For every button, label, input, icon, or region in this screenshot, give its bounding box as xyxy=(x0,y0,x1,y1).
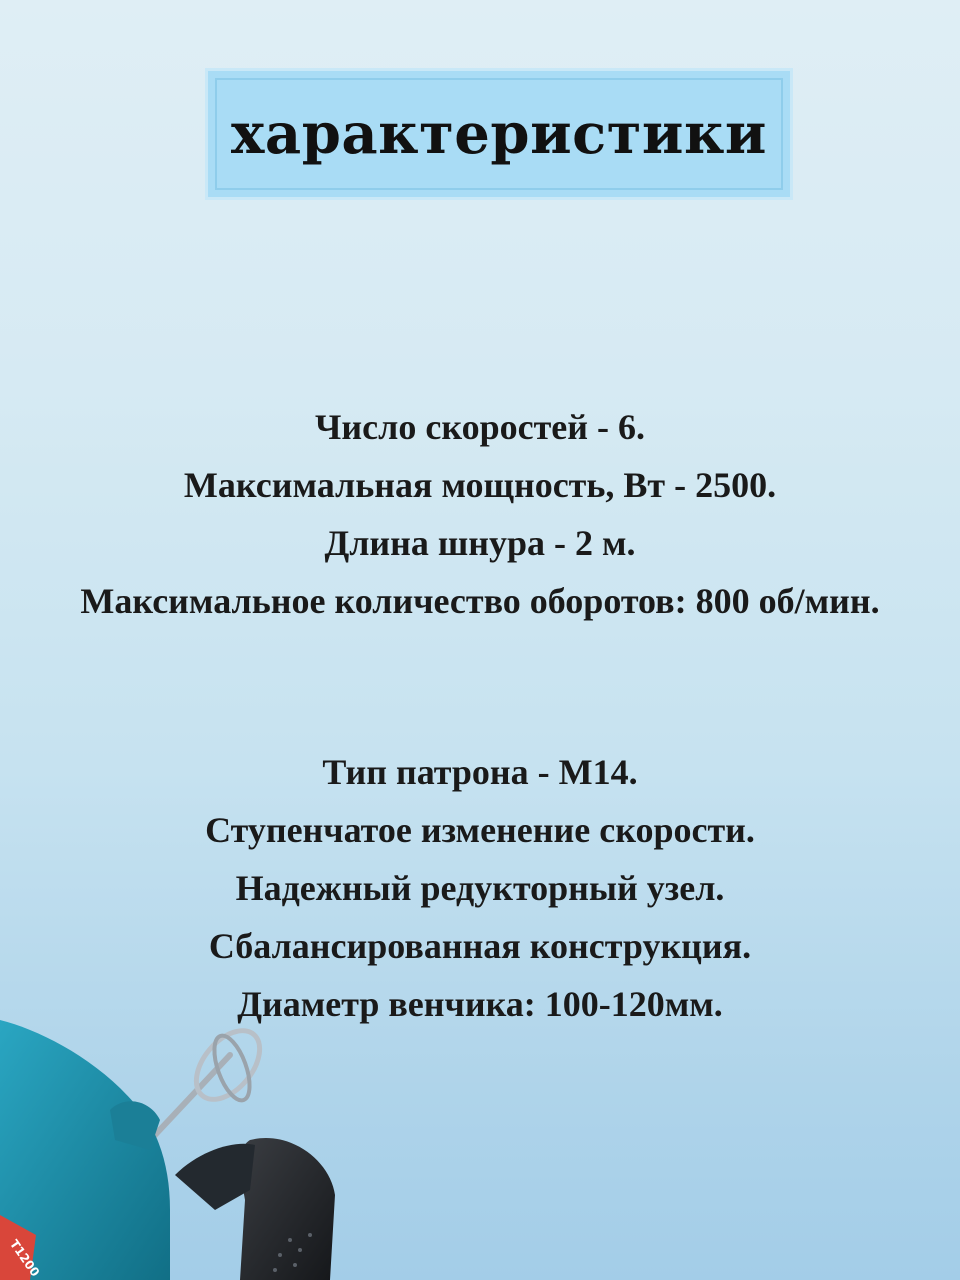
spec-line: Тип патрона - М14. xyxy=(322,752,638,792)
spec-line: Длина шнура - 2 м. xyxy=(324,523,636,563)
title-box xyxy=(205,68,793,200)
spec-line: Число скоростей - 6. xyxy=(315,407,645,447)
spec-group-2 xyxy=(0,743,960,1033)
spec-line: Максимальная мощность, Вт - 2500. xyxy=(183,465,777,505)
spec-line: Сбалансированная конструкция. xyxy=(208,926,752,966)
mixer-tool-image xyxy=(0,1010,360,1280)
page-title: характеристики xyxy=(231,101,767,167)
spec-group-1 xyxy=(0,398,960,630)
spec-line: Ступенчатое изменение скорости. xyxy=(205,810,755,850)
spec-line: Максимальное количество оборотов: 800 об/мин. xyxy=(80,581,880,621)
tool-label: T1200 xyxy=(6,1237,43,1280)
spec-line: Надежный редукторный узел. xyxy=(235,868,725,908)
spec-line: Диаметр венчика: 100-120мм. xyxy=(237,984,723,1024)
